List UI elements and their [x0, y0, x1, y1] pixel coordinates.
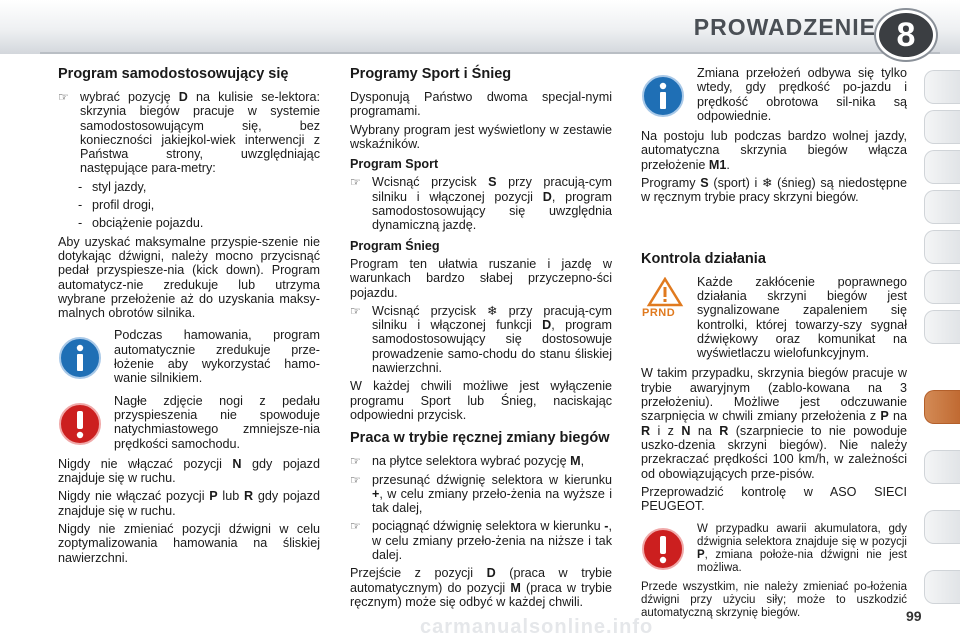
- chapter-tab[interactable]: [924, 150, 960, 184]
- paragraph: Aby uzyskać maksymalne przyspie-szenie nie dotykając dźwigni, należy mocno przycisnąć pedał przyspiesze-nia (kick down). Program automatycz-nie zredukuje lub utrzyma wybrane przełożenie aż do uzyskania maksy-malnych obrotów silnika.: [58, 234, 320, 321]
- text: na płytce selektora wybrać pozycję: [372, 454, 571, 469]
- prnd-label: PRND: [642, 306, 676, 319]
- chapter-tab[interactable]: [924, 110, 960, 144]
- paragraph: Dysponują Państwo dwoma specjal-nymi programami.: [350, 90, 612, 119]
- chapter-tab-active[interactable]: [924, 390, 960, 424]
- paragraph: Przede wszystkim, nie należy zmieniać po-łożenia dźwigni przy użyciu siły; może to uszkodzić automatyczną skrzynię biegów.: [641, 581, 907, 620]
- list-item: [350, 473, 612, 516]
- list-item: [350, 454, 612, 468]
- column-left: [58, 66, 320, 569]
- chapter-tab[interactable]: [924, 450, 960, 484]
- key-label: D: [178, 90, 188, 104]
- text: przesunąć dźwignię selektora w kierunku: [372, 472, 612, 487]
- page-number: 99: [906, 608, 922, 624]
- text: Nigdy nie włączać pozycji: [58, 456, 233, 471]
- text: W takim przypadku, skrzynia biegów pracuje w trybie awaryjnym (zablo-kowana na 3 przełożeniu). Możliwe jest odczuwanie szarpnięcia w chwili zmiany przełożenia z: [641, 366, 907, 424]
- paragraph: Wybrany program jest wyświetlony w zestawie wskaźników.: [350, 122, 612, 151]
- text: na: [888, 409, 907, 424]
- chapter-tab[interactable]: [924, 310, 960, 344]
- paragraph: Przeprowadzić kontrolę w ASO SIECI PEUGEOT.: [641, 484, 907, 514]
- chapter-tab[interactable]: [924, 570, 960, 604]
- notice-text: Nagłe zdjęcie nogi z pedału przyspieszenia nie spowoduje natychmiastowego zmniejsze-nia prędkości samochodu.: [114, 393, 320, 451]
- key-label: R: [641, 423, 651, 438]
- pointing-hand-icon: ☞: [350, 175, 361, 190]
- text: Przejście z pozycji: [350, 566, 487, 581]
- column-right: [641, 66, 907, 624]
- key-label: N: [232, 456, 242, 471]
- text: (praca w trybie automatycznym) do pozycji: [350, 566, 612, 595]
- key-label: M1: [708, 157, 727, 172]
- list-item: [350, 175, 612, 232]
- list-item: [350, 304, 612, 375]
- key-label: P: [697, 549, 705, 562]
- chapter-tab[interactable]: [924, 70, 960, 104]
- text: Na postoju lub podczas bardzo wolnej jazdy, automatyczna skrzynia biegów włącza przełożenie: [641, 129, 907, 172]
- text: gdy pojazd znajduje się w ruchu.: [58, 456, 320, 486]
- notice-text: Podczas hamowania, program automatycznie zredukuje prze-łożenie aby wykorzystać hamo-wanie silnikiem.: [114, 328, 320, 386]
- text: , program samodostosowujący się uwzględnia dynamiczną jazdę.: [372, 189, 612, 233]
- key-label: M: [510, 580, 521, 595]
- text: styl jazdy,: [92, 179, 147, 194]
- key-label: +: [372, 486, 380, 501]
- list-item: [58, 90, 320, 176]
- text: gdy pojazd znajduje się w ruchu.: [58, 489, 320, 518]
- text: wybrać pozycję: [80, 90, 179, 104]
- pointing-hand-icon: ☞: [350, 454, 361, 469]
- text: , program samodostosowujący się dostosowuje prowadzenie samo-chodu do stanu śliskiej nawierzchni.: [372, 318, 612, 376]
- text: , w celu zmiany przeło-żenia na wyższe i tak dalej,: [372, 486, 612, 516]
- text: obciążenie pojazdu.: [92, 216, 204, 231]
- key-label: D: [542, 189, 552, 204]
- info-notice: [641, 66, 907, 123]
- chapter-tab-strip: [924, 70, 960, 640]
- info-notice: [58, 328, 320, 385]
- text: Wcisnąć przycisk: [372, 175, 489, 190]
- pointing-hand-icon: ☞: [58, 90, 69, 104]
- column-middle: [350, 66, 612, 613]
- key-label: D: [542, 318, 552, 333]
- text: i z: [650, 423, 682, 438]
- chapter-tab[interactable]: [924, 190, 960, 224]
- info-icon: [58, 336, 102, 383]
- chapter-title: PROWADZENIE: [693, 14, 876, 40]
- subsection-title: Program Śnieg: [350, 238, 440, 253]
- key-label: N: [681, 423, 691, 438]
- list-item: - styl jazdy,: [78, 179, 147, 194]
- list-item: - obciążenie pojazdu.: [78, 216, 204, 231]
- pointing-hand-icon: ☞: [350, 519, 361, 534]
- text: lub: [217, 489, 244, 504]
- key-label: P: [209, 489, 218, 504]
- exclamation-icon: [641, 527, 685, 575]
- header-rule: [40, 52, 940, 54]
- site-watermark: carmanualsonline.info: [420, 616, 654, 638]
- section-title: Praca w trybie ręcznej zmiany biegów: [350, 430, 610, 447]
- key-label: S: [488, 175, 497, 190]
- text: Nigdy nie włączać pozycji: [58, 489, 210, 504]
- notice-text: Każde zakłócenie poprawnego działania skrzyni biegów jest sygnalizowane zapaleniem się kontrolki, której towarzy-szy sygnał dźwiękowy oraz komunikat na wyświetlaczu wielofunkcyjnym.: [697, 274, 907, 361]
- text: przy pracują-cym silniku i włączonej pozycji: [372, 175, 612, 204]
- key-label: -: [604, 519, 609, 534]
- key-label: P: [880, 409, 889, 424]
- warning-notice: [641, 523, 907, 575]
- text: Wcisnąć przycisk ❄ przy pracują-cym silniku i włączonej funkcji: [372, 303, 612, 333]
- exclamation-icon: [58, 402, 102, 449]
- text: Programy: [641, 176, 701, 191]
- subsection-title: Program Sport: [350, 157, 439, 172]
- chapter-tab[interactable]: [924, 270, 960, 304]
- warning-notice: [58, 394, 320, 451]
- key-label: S: [700, 176, 709, 191]
- paragraph: W każdej chwili możliwe jest wyłączenie programu Sport lub Śnieg, naciskając odpowiedni przycisk.: [350, 379, 612, 422]
- paragraph: Program ten ułatwia ruszanie i jazdę w warunkach bardzo słabej przyczepno-ści pojazdu.: [350, 256, 612, 300]
- paragraph: [58, 457, 320, 486]
- pointing-hand-icon: ☞: [350, 472, 361, 487]
- paragraph: Nigdy nie zmieniać pozycji dźwigni w celu zoptymalizowania hamowania na śliskiej nawierzchni.: [58, 522, 320, 565]
- text: ,: [580, 454, 585, 469]
- notice-text: [697, 523, 907, 575]
- text: .: [726, 157, 730, 172]
- text: pociągnąć dźwignię selektora w kierunku: [372, 519, 605, 534]
- prnd-warning-notice: [641, 275, 907, 361]
- text: W przypadku awarii akumulatora, gdy dźwignia selektora znajduje się w pozycji: [697, 523, 907, 549]
- info-icon: [641, 74, 685, 121]
- paragraph: [350, 566, 612, 609]
- text: , w celu zmiany przeło-żenia na niższe i tak dalej.: [372, 519, 612, 563]
- notice-text: Zmiana przełożeń odbywa się tylko wtedy, gdy prędkość po-jazdu i prędkość obrotowa sil-nika są odpowiednie.: [697, 66, 907, 123]
- key-label: M: [570, 454, 581, 469]
- section-title: Program samodostosowujący się: [58, 66, 289, 82]
- paragraph: [641, 176, 907, 205]
- chapter-tab[interactable]: [924, 510, 960, 544]
- text: (praca w trybie ręcznym) może się odbyć w każdej chwili.: [350, 580, 612, 609]
- text: , zmiana położe-nia dźwigni nie jest możliwa.: [697, 549, 907, 575]
- chapter-tab[interactable]: [924, 230, 960, 264]
- list-item: - profil drogi,: [78, 198, 155, 213]
- chapter-number-badge: 8: [876, 10, 936, 60]
- prnd-warning-icon: [641, 277, 689, 324]
- paragraph: [641, 129, 907, 172]
- key-label: D: [486, 566, 496, 581]
- text: na kulisie se-lektora: skrzynia biegów pracuje w systemie samodostosowującym się, bez konieczności jakiejkol-wiek interwencji z Państwa strony, uwzględniając następujące para-metry:: [80, 90, 321, 176]
- section-title: Programy Sport i Śnieg: [350, 66, 512, 82]
- key-label: R: [243, 489, 254, 504]
- section-title: Kontrola działania: [641, 250, 766, 267]
- list-item: [350, 519, 612, 562]
- text: profil drogi,: [92, 198, 155, 213]
- text: (sport) i ❄ (śnieg) są niedostępne w ręcznym trybie pracy skrzyni biegów.: [641, 176, 907, 205]
- paragraph: [641, 366, 907, 480]
- key-label: R: [719, 423, 729, 438]
- text: (szarpniecie to nie powoduje uszko-dzenia skrzyni biegów). Nie należy przekraczać prędkości 100 km/h, w zależności od obowiązujących prze-pisów.: [641, 423, 908, 481]
- paragraph: [58, 489, 320, 518]
- pointing-hand-icon: ☞: [350, 303, 361, 318]
- text: na: [690, 423, 720, 438]
